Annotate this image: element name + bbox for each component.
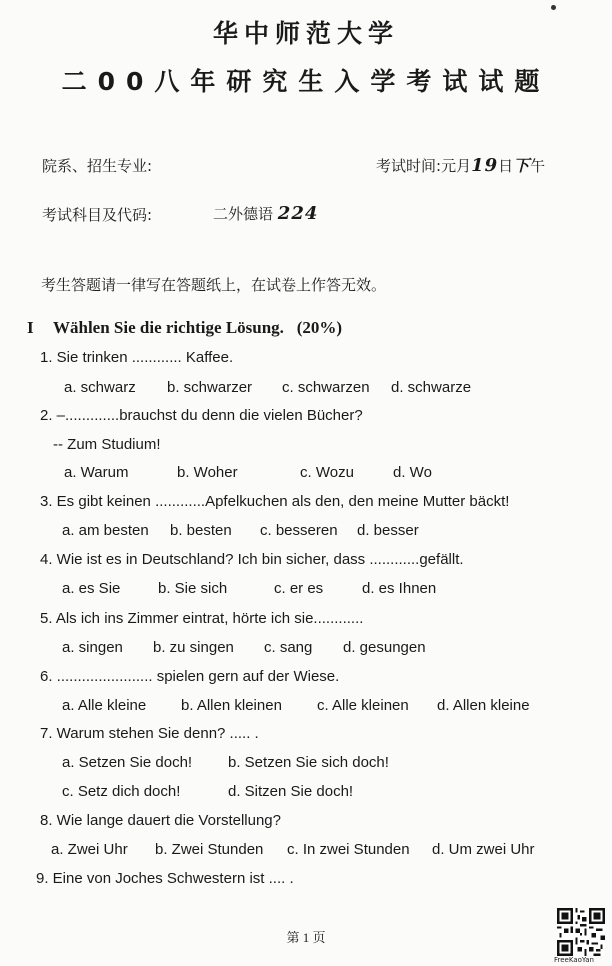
- question-5: 5. Als ich ins Zimmer eintrat, hörte ich sie............: [40, 610, 364, 627]
- scan-speck: [551, 5, 556, 10]
- q7-option-b: b. Setzen Sie sich doch!: [228, 754, 389, 771]
- q2-option-a: a. Warum: [64, 464, 129, 481]
- q6-option-c: c. Alle kleinen: [317, 697, 409, 714]
- q6-option-a: a. Alle kleine: [62, 697, 147, 714]
- section-points: (20%): [296, 318, 343, 337]
- question-7: 7. Warum stehen Sie denn? ..... .: [40, 725, 259, 742]
- q2-option-b: b. Woher: [177, 464, 238, 481]
- exam-time: [376, 153, 545, 176]
- q8-option-c: c. In zwei Stunden: [287, 841, 410, 858]
- exam-time-day-suffix: 日: [498, 157, 514, 175]
- q7-option-a: a. Setzen Sie doch!: [62, 754, 193, 771]
- q2-option-d: d. Wo: [393, 464, 432, 481]
- exam-time-month: 元月: [441, 157, 472, 175]
- q3-option-b: b. besten: [170, 522, 232, 539]
- notice: 考生答题请一律写在答题纸上，在试卷上作答无效。: [41, 276, 387, 294]
- university-title: 华中师范大学: [212, 19, 399, 48]
- q1-option-c: c. schwarzen: [282, 379, 370, 396]
- page-number: 第 1 页: [286, 930, 326, 945]
- q5-option-c: c. sang: [264, 639, 313, 656]
- q8-option-a: a. Zwei Uhr: [51, 841, 128, 858]
- q3-option-c: c. besseren: [260, 522, 338, 539]
- q7-option-c: c. Setz dich doch!: [62, 783, 181, 800]
- q7-option-d: d. Sitzen Sie doch!: [228, 783, 354, 800]
- question-4: 4. Wie ist es in Deutschland? Ich bin sicher, dass ............gefällt.: [40, 551, 464, 568]
- section-title: Wählen Sie die richtige Lösung.: [53, 318, 284, 337]
- q5-option-d: d. gesungen: [343, 639, 426, 656]
- question-1: 1. Sie trinken ............ Kaffee.: [40, 349, 234, 366]
- q4-option-b: b. Sie sich: [158, 580, 228, 597]
- q1-option-d: d. schwarze: [391, 379, 472, 396]
- subject-code-handwritten: 224: [277, 203, 319, 224]
- section-heading: [27, 318, 342, 338]
- q2-option-c: c. Wozu: [300, 464, 354, 481]
- subject-name: 二外德语: [213, 205, 274, 223]
- qr-code-icon: [557, 908, 605, 956]
- q1-option-a: a. schwarz: [64, 379, 136, 396]
- question-8: 8. Wie lange dauert die Vorstellung?: [40, 812, 281, 829]
- exam-time-label: 考试时间:: [376, 157, 442, 175]
- q6-option-b: b. Allen kleinen: [181, 697, 282, 714]
- q4-option-d: d. es Ihnen: [362, 580, 437, 597]
- department-label: 院系、招生专业:: [42, 157, 153, 175]
- exam-time-day-handwritten: 19: [471, 155, 499, 176]
- q5-option-b: b. zu singen: [153, 639, 234, 656]
- section-number: I: [27, 318, 34, 337]
- q5-option-a: a. singen: [62, 639, 123, 656]
- q1-option-b: b. schwarzer: [167, 379, 253, 396]
- q8-option-b: b. Zwei Stunden: [155, 841, 264, 858]
- exam-title: 二00八年研究生入学考试试题: [61, 67, 551, 96]
- q6-option-d: d. Allen kleine: [437, 697, 530, 714]
- watermark-caption: FreeKaoYan: [554, 956, 594, 964]
- subject-value: [213, 203, 318, 224]
- exam-time-period-handwritten: 下: [513, 156, 531, 175]
- question-9: 9. Eine von Joches Schwestern ist .... .: [36, 870, 294, 887]
- exam-time-period-suffix: 午: [530, 157, 546, 175]
- q3-option-d: d. besser: [357, 522, 419, 539]
- subject-label: 考试科目及代码:: [42, 206, 153, 224]
- q4-option-a: a. es Sie: [62, 580, 121, 597]
- q4-option-c: c. er es: [274, 580, 324, 597]
- question-6: 6. ....................... spielen gern auf der Wiese.: [40, 668, 340, 685]
- question-3: 3. Es gibt keinen ............Apfelkuchen als den, den meine Mutter bäckt!: [40, 493, 510, 510]
- q3-option-a: a. am besten: [62, 522, 149, 539]
- q8-option-d: d. Um zwei Uhr: [432, 841, 535, 858]
- question-2-reply: -- Zum Studium!: [53, 436, 161, 453]
- question-2: 2. –.............brauchst du denn die vielen Bücher?: [40, 407, 363, 424]
